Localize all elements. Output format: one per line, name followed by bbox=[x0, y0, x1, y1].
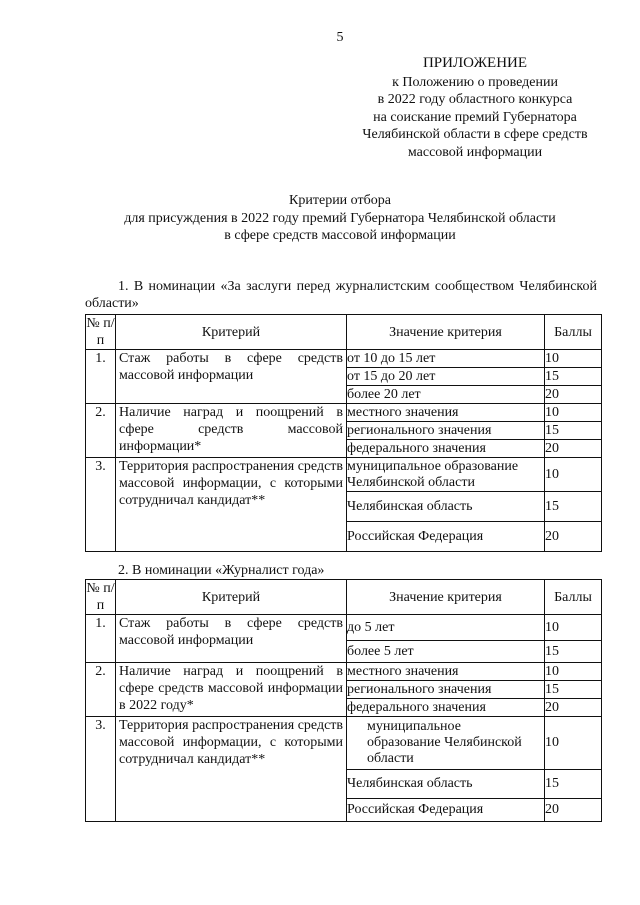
criterion-points: 10 bbox=[545, 350, 602, 368]
criterion-points: 15 bbox=[545, 422, 602, 440]
criterion-value: муниципальное образование Челябинской области bbox=[347, 717, 545, 770]
row-number: 3. bbox=[86, 458, 116, 552]
page-number: 5 bbox=[336, 30, 344, 45]
criterion-points: 20 bbox=[545, 440, 602, 458]
table-header-row bbox=[86, 315, 602, 350]
criterion-value: местного значения bbox=[347, 663, 545, 681]
table-row bbox=[86, 615, 602, 641]
criterion-points: 10 bbox=[545, 404, 602, 422]
title-line: Критерии отбора bbox=[289, 193, 391, 208]
document-title bbox=[0, 192, 640, 245]
header-value: Значение критерия bbox=[347, 580, 545, 615]
criterion-points: 20 bbox=[545, 699, 602, 717]
header-num: № п/п bbox=[86, 316, 115, 348]
criterion-points: 15 bbox=[545, 492, 602, 522]
criterion-text: Территория распространения средств массовой информации, с которыми сотрудничал кандидат** bbox=[116, 717, 347, 822]
appendix-line: к Положению о проведении bbox=[392, 74, 558, 90]
criterion-points: 15 bbox=[545, 368, 602, 386]
criterion-value: от 15 до 20 лет bbox=[347, 368, 545, 386]
table-row bbox=[86, 350, 602, 368]
criterion-value: Челябинская область bbox=[347, 770, 545, 799]
criterion-value: Челябинская область bbox=[347, 492, 545, 522]
header-num: № п/п bbox=[86, 581, 115, 613]
appendix-block bbox=[340, 55, 610, 161]
criterion-value: Российская Федерация bbox=[347, 522, 545, 552]
criterion-value: муниципальное образование Челябинской области bbox=[347, 458, 545, 492]
row-number: 3. bbox=[86, 717, 116, 822]
header-criterion: Критерий bbox=[116, 315, 347, 350]
row-number: 1. bbox=[86, 350, 116, 404]
table-row bbox=[86, 717, 602, 770]
appendix-line: в 2022 году областного конкурса bbox=[377, 92, 573, 107]
nomination-2-heading: 2. В номинации «Журналист года» bbox=[118, 563, 325, 578]
criterion-value: более 20 лет bbox=[347, 386, 545, 404]
criterion-value: местного значения bbox=[347, 404, 545, 422]
nomination-1-heading: 1. В номинации «За заслуги перед журналистским сообществом Челябинской области» bbox=[85, 279, 597, 311]
criterion-value: более 5 лет bbox=[347, 641, 545, 663]
criterion-text: Стаж работы в сфере средств массовой информации bbox=[116, 350, 347, 404]
criterion-points: 20 bbox=[545, 522, 602, 552]
criterion-value: Российская Федерация bbox=[347, 799, 545, 822]
appendix-line: массовой информации bbox=[407, 144, 543, 160]
criteria-table-1 bbox=[85, 314, 602, 552]
header-value: Значение критерия bbox=[347, 315, 545, 350]
criterion-value: федерального значения bbox=[347, 440, 545, 458]
criterion-value: федерального значения bbox=[347, 699, 545, 717]
criterion-value: регионального значения bbox=[347, 681, 545, 699]
table-row bbox=[86, 404, 602, 422]
criterion-points: 20 bbox=[545, 799, 602, 822]
table-row bbox=[86, 458, 602, 492]
criterion-value: от 10 до 15 лет bbox=[347, 350, 545, 368]
criterion-value: до 5 лет bbox=[347, 615, 545, 641]
criterion-text: Наличие наград и поощрений в сфере средств массовой информации в 2022 году* bbox=[116, 663, 347, 717]
header-points: Баллы bbox=[545, 315, 602, 350]
criterion-text: Наличие наград и поощрений в сфере средств массовой информации* bbox=[116, 404, 347, 458]
row-number: 2. bbox=[86, 663, 116, 717]
criteria-table-2 bbox=[85, 579, 602, 822]
criterion-points: 10 bbox=[545, 458, 602, 492]
criterion-points: 15 bbox=[545, 681, 602, 699]
criterion-points: 15 bbox=[545, 770, 602, 799]
criterion-points: 10 bbox=[545, 717, 602, 770]
row-number: 1. bbox=[86, 615, 116, 663]
header-criterion: Критерий bbox=[116, 580, 347, 615]
appendix-line: Челябинской области в сфере средств bbox=[362, 127, 588, 142]
criterion-points: 10 bbox=[545, 663, 602, 681]
appendix-line: на соискание премий Губернатора bbox=[373, 109, 577, 125]
criterion-text: Территория распространения средств массовой информации, с которыми сотрудничал кандидат** bbox=[116, 458, 347, 552]
criterion-text: Стаж работы в сфере средств массовой информации bbox=[116, 615, 347, 663]
criterion-value: регионального значения bbox=[347, 422, 545, 440]
appendix-title: ПРИЛОЖЕНИЕ bbox=[422, 55, 528, 71]
title-line: для присуждения в 2022 году премий Губернатора Челябинской области bbox=[124, 210, 556, 226]
row-number: 2. bbox=[86, 404, 116, 458]
table-header-row bbox=[86, 580, 602, 615]
criterion-points: 20 bbox=[545, 386, 602, 404]
header-points: Баллы bbox=[545, 580, 602, 615]
table-row bbox=[86, 663, 602, 681]
criterion-points: 10 bbox=[545, 615, 602, 641]
criterion-points: 15 bbox=[545, 641, 602, 663]
title-line: в сфере средств массовой информации bbox=[224, 228, 456, 243]
